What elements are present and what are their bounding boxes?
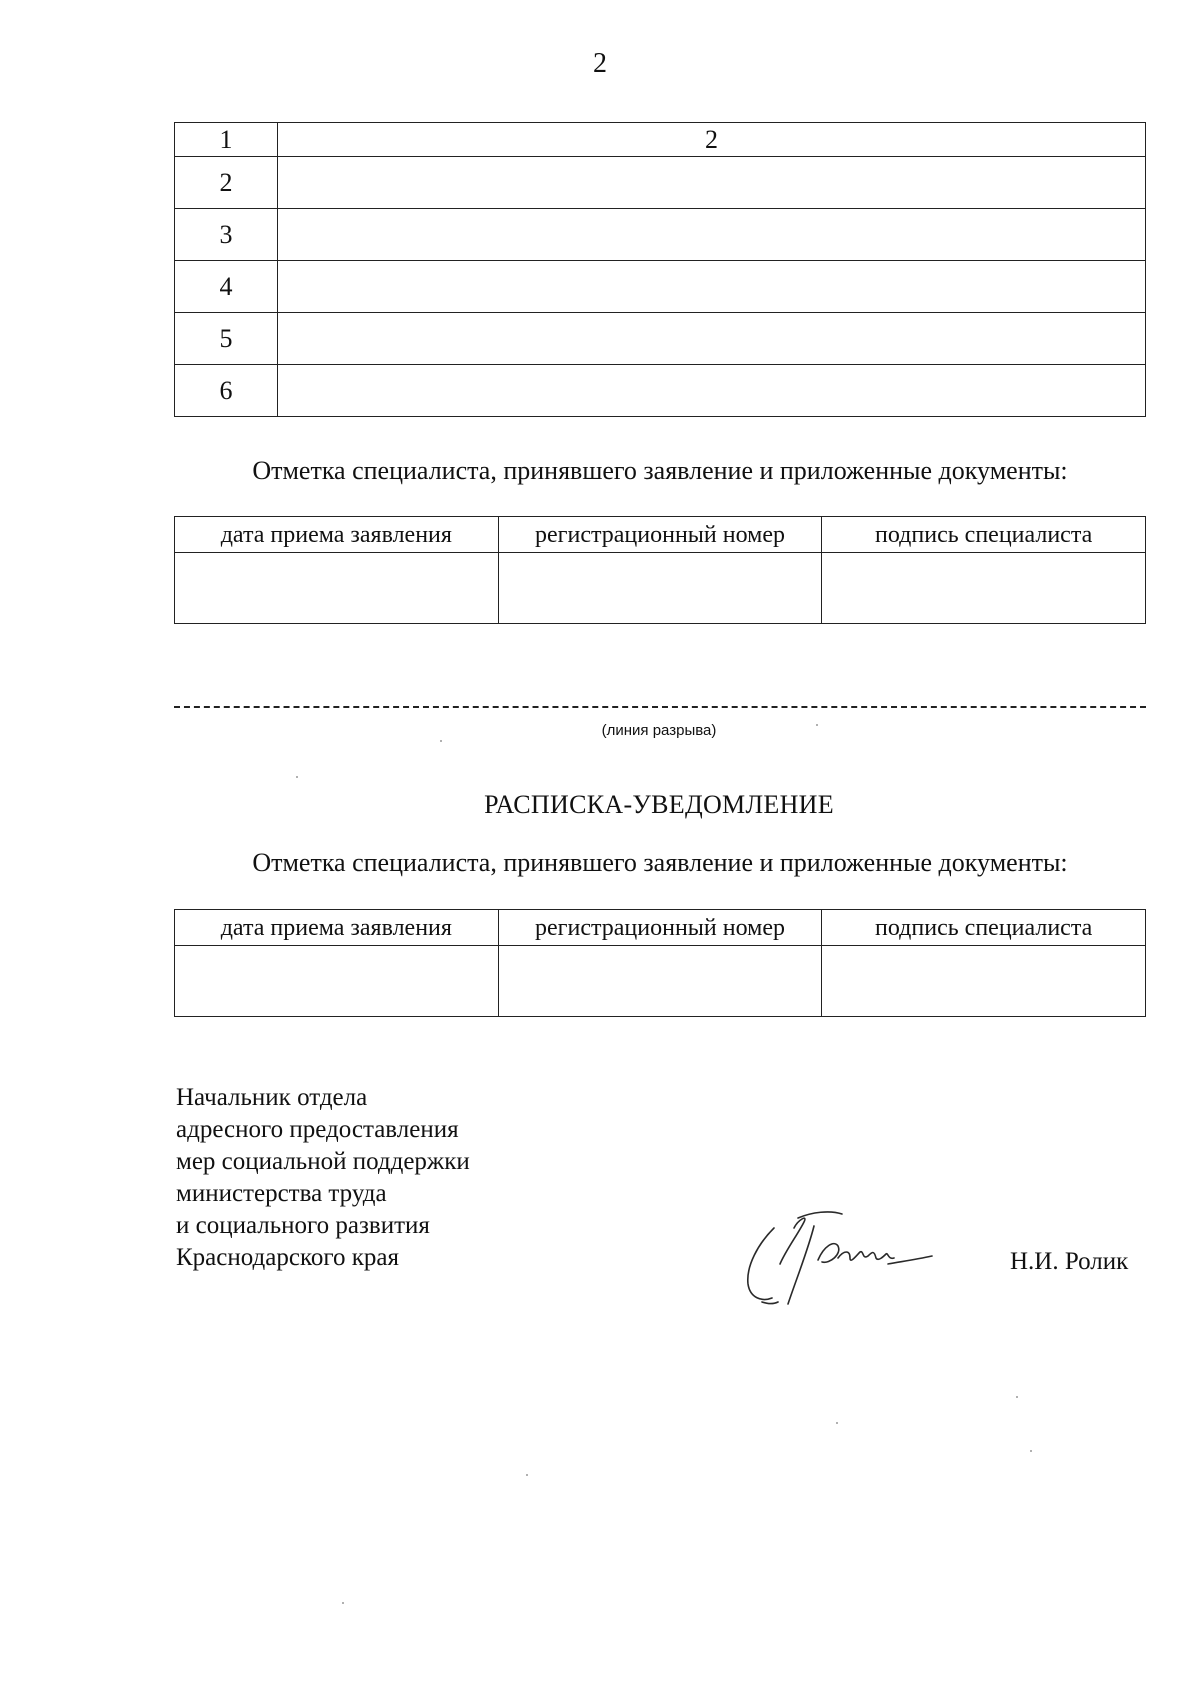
col-signature-header: подпись специалиста bbox=[822, 910, 1146, 946]
table-row bbox=[175, 209, 1146, 261]
scan-speck bbox=[296, 776, 298, 778]
position-line: Начальник отдела bbox=[176, 1084, 368, 1111]
position-line: мер социальной поддержки bbox=[176, 1148, 470, 1175]
table-row bbox=[175, 946, 1146, 1017]
specialist-mark-table bbox=[174, 516, 1146, 624]
scan-speck bbox=[836, 1422, 838, 1424]
row-content bbox=[278, 261, 1146, 313]
signature-cell bbox=[822, 553, 1146, 624]
page-number: 2 bbox=[593, 48, 607, 79]
row-content bbox=[278, 313, 1146, 365]
col-regnum-header: регистрационный номер bbox=[498, 910, 822, 946]
signature-cell bbox=[822, 946, 1146, 1017]
date-cell bbox=[175, 553, 499, 624]
table-row bbox=[175, 313, 1146, 365]
scan-speck bbox=[440, 740, 442, 742]
signer-name: Н.И. Ролик bbox=[1010, 1248, 1129, 1275]
specialist-mark-label: Отметка специалиста, принявшего заявление и приложенные документы: bbox=[252, 456, 1068, 485]
position-line: Краснодарского края bbox=[176, 1244, 399, 1271]
table-row bbox=[175, 261, 1146, 313]
position-line: министерства труда bbox=[176, 1180, 387, 1207]
scan-speck bbox=[526, 1474, 528, 1476]
official-position bbox=[176, 1082, 470, 1274]
receipt-mark-label: Отметка специалиста, принявшего заявление и приложенные документы: bbox=[252, 848, 1068, 877]
row-number: 4 bbox=[175, 261, 278, 313]
regnum-cell bbox=[498, 553, 822, 624]
col-date-header: дата приема заявления bbox=[175, 517, 499, 553]
row-number: 6 bbox=[175, 365, 278, 417]
table-row bbox=[175, 365, 1146, 417]
table-row bbox=[175, 553, 1146, 624]
row-number: 5 bbox=[175, 313, 278, 365]
table-header-row bbox=[175, 910, 1146, 946]
regnum-cell bbox=[498, 946, 822, 1017]
position-line: адресного предоставления bbox=[176, 1116, 459, 1143]
col-regnum-header: регистрационный номер bbox=[498, 517, 822, 553]
row-content bbox=[278, 157, 1146, 209]
scan-speck bbox=[342, 1602, 344, 1604]
header-cell-2: 2 bbox=[278, 123, 1146, 157]
col-signature-header: подпись специалиста bbox=[822, 517, 1146, 553]
scan-speck bbox=[816, 724, 818, 726]
receipt-mark-table bbox=[174, 909, 1146, 1017]
table-header-row bbox=[175, 517, 1146, 553]
cut-line bbox=[174, 706, 1146, 708]
col-date-header: дата приема заявления bbox=[175, 910, 499, 946]
row-number: 2 bbox=[175, 157, 278, 209]
table-header-row bbox=[175, 123, 1146, 157]
position-line: и социального развития bbox=[176, 1212, 430, 1239]
cut-line-caption: (линия разрыва) bbox=[601, 722, 717, 739]
receipt-title: РАСПИСКА-УВЕДОМЛЕНИЕ bbox=[484, 790, 834, 819]
header-cell-1: 1 bbox=[175, 123, 278, 157]
date-cell bbox=[175, 946, 499, 1017]
scan-speck bbox=[1016, 1396, 1018, 1398]
row-content bbox=[278, 209, 1146, 261]
main-table bbox=[174, 122, 1146, 417]
handwritten-signature bbox=[738, 1206, 948, 1316]
table-row bbox=[175, 157, 1146, 209]
row-number: 3 bbox=[175, 209, 278, 261]
row-content bbox=[278, 365, 1146, 417]
scan-speck bbox=[1030, 1450, 1032, 1452]
